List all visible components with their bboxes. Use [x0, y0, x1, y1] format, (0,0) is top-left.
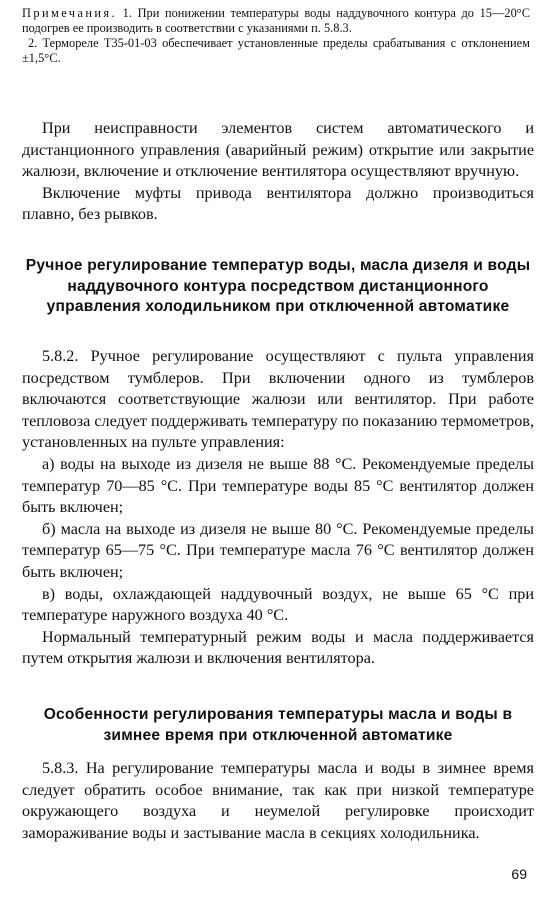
intro-paragraph-2: Включение муфты привода вентилятора должно производиться плавно, без рывков. — [22, 183, 534, 224]
intro-paragraph-1: При неисправности элементов систем автоматического и дистанционного управления (аварийный режим) открытие или закрытие жалюзи, включение и отключение вентилятора осуществляют вручную. — [22, 119, 534, 181]
page-number: 69 — [511, 866, 527, 882]
note-item-1 — [22, 6, 530, 36]
section-5-8-3 — [22, 758, 534, 844]
list-item-v: в) воды, охлаждающей наддувочный воздух, не выше 65 °С при температуре наружного воздуха 40 °С. — [22, 584, 534, 625]
note-item-2: 2. Термореле Т35-01-03 обеспечивает установленные пределы срабатывания с отклонением ±1,5°С. — [22, 36, 530, 65]
list-item-a: а) воды на выходе из дизеля не выше 88 °С. Рекомендуемые пределы температур 70—85 °С. При температуре воды 85 °С вентилятор должен быть включен; — [22, 454, 534, 517]
section-heading-winter: Особенности регулирования температуры масла и воды в зимнее время при отключенной автоматике — [43, 706, 513, 744]
list-item-b: б) масла на выходе из дизеля не выше 80 °С. Рекомендуемые пределы температур 65—75 °С. При температуре масла 76 °С вентилятор должен быть включен; — [22, 519, 534, 581]
paragraph-5-8-3: 5.8.3. На регулирование температуры масла и воды в зимнее время следует обратить особое внимание, так как при низкой температуре окружающего воздуха и неумелой регулировке происходит замораживание воды и застывание масла в секциях холодильника. — [22, 759, 534, 842]
notes-title: Примечания. — [22, 6, 117, 20]
notes-block — [22, 6, 530, 66]
section-heading-manual-control: Ручное регулирование температур воды, масла дизеля и воды наддувочного контура посредством дистанционного управления холодильником при отключенной автоматике — [25, 257, 531, 315]
paragraph-5-8-2: 5.8.2. Ручное регулирование осуществляют с пульта управления посредством тумблеров. При включении одного из тумблеров включаются соответствующие жалюзи или вентилятор. При работе тепловоза следует поддерживать температуру по показанию термометров, установленных на пульте управления: — [22, 347, 534, 452]
note-item-1-text: 1. При понижении температуры воды наддувочного контура до 15—20°С подогрев ее производить в соответствии с указаниями п. 5.8.3. — [22, 6, 530, 35]
section-5-8-2 — [22, 346, 534, 670]
paragraph-normal-mode: Нормальный температурный режим воды и масла поддерживается путем открытия жалюзи и включения вентилятора. — [22, 627, 534, 668]
intro-section — [22, 118, 534, 226]
